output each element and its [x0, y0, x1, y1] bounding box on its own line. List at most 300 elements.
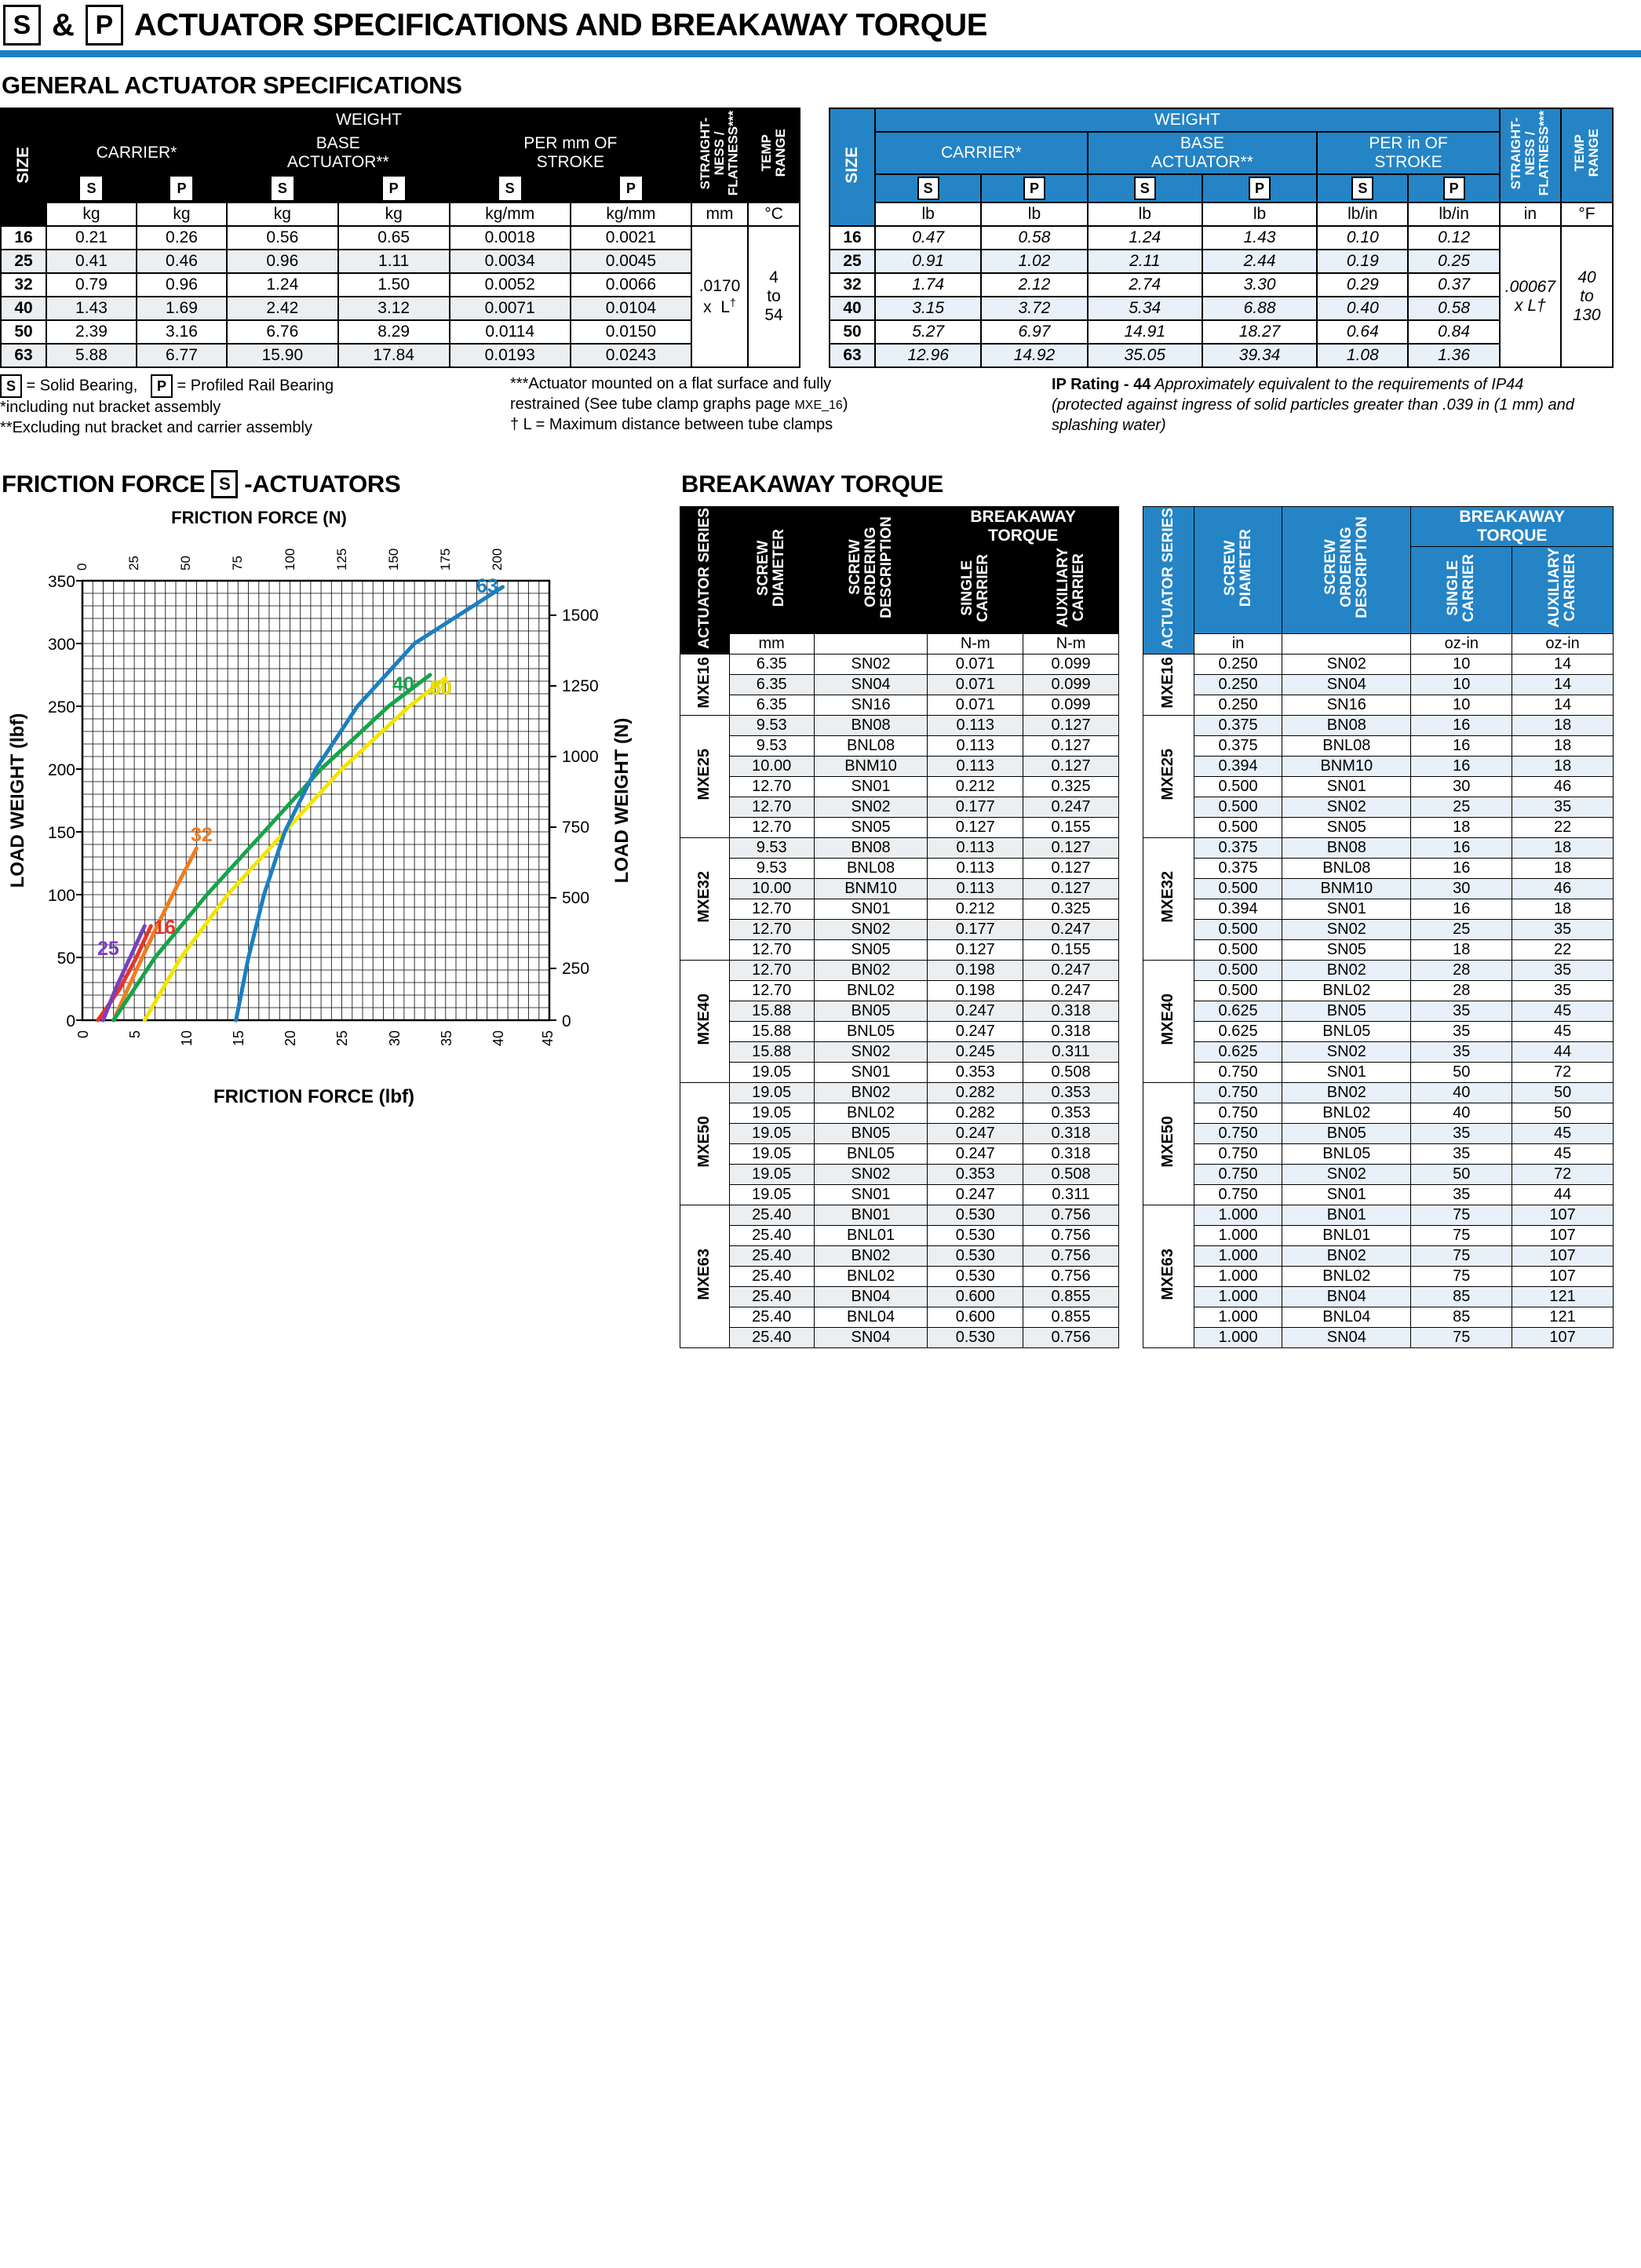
- cell-aux: 0.325: [1023, 899, 1119, 920]
- cell-stroke-p: 0.84: [1408, 320, 1499, 344]
- cell-diameter: 12.70: [729, 818, 814, 838]
- table-row: [1143, 675, 1614, 695]
- cell-aux: 0.756: [1023, 1246, 1119, 1267]
- table-row: [680, 818, 1119, 838]
- cell-diameter: 12.70: [729, 981, 814, 1001]
- table-row: [1, 250, 800, 273]
- cell-aux: 0.318: [1023, 1144, 1119, 1165]
- chart-ylabel: LOAD WEIGHT (lbf): [7, 713, 28, 888]
- cell-diameter: 25.40: [729, 1226, 814, 1246]
- cell-single: 0.127: [928, 940, 1023, 961]
- breakaway-torque-panel: [680, 465, 1621, 1349]
- series-label: MXE63: [680, 1205, 730, 1348]
- label-16: 16: [154, 916, 176, 939]
- table-row: [680, 777, 1119, 797]
- label-40: 40: [392, 673, 414, 695]
- friction-force-chart: [0, 506, 651, 1134]
- cell-diameter: 0.250: [1194, 675, 1282, 695]
- cell-diameter: 12.70: [729, 920, 814, 940]
- cell-description: SN01: [1282, 1063, 1411, 1083]
- table-row: [1143, 777, 1614, 797]
- cell-diameter: 0.394: [1194, 899, 1282, 920]
- cell-diameter: 19.05: [729, 1063, 814, 1083]
- cell-description: BN02: [1282, 1083, 1411, 1103]
- cell-single: 0.245: [928, 1042, 1023, 1063]
- cell-carrier-s: 0.21: [46, 226, 137, 250]
- base-actuator-header: BASE ACTUATOR**: [227, 132, 450, 174]
- table-row: [680, 879, 1119, 899]
- cell-description: BNL02: [814, 981, 928, 1001]
- straightness-header: STRAIGHT- NESS / FLATNESS***: [691, 108, 748, 202]
- table-row: [830, 250, 1613, 273]
- cell-diameter: 19.05: [729, 1144, 814, 1165]
- cell-carrier-s: 0.79: [46, 273, 137, 297]
- unit-temp: °C: [748, 202, 800, 226]
- table-row: [1, 297, 800, 320]
- unit-carrier-p: kg: [137, 202, 227, 226]
- cell-aux: 44: [1512, 1042, 1614, 1063]
- cell-stroke-p: 0.0243: [571, 344, 691, 367]
- cell-aux: 46: [1512, 777, 1614, 797]
- cell-aux: 0.099: [1023, 655, 1119, 675]
- solid-bearing-icon: S: [3, 5, 41, 46]
- cell-aux: 107: [1512, 1267, 1614, 1287]
- table-row: [680, 1205, 1119, 1226]
- cell-diameter: 0.625: [1194, 1042, 1282, 1063]
- table-row: [830, 320, 1613, 344]
- svg-text:50: 50: [57, 949, 75, 968]
- unit-stroke-s: lb/in: [1317, 202, 1408, 226]
- unit-single: N-m: [928, 634, 1023, 655]
- table-row: [1143, 1083, 1614, 1103]
- cell-stroke-s: 0.0114: [450, 320, 571, 344]
- cell-single: 35: [1411, 1124, 1512, 1144]
- unit-diameter: mm: [729, 634, 814, 655]
- footnote-column-1: [0, 374, 487, 438]
- table-row: [1143, 899, 1614, 920]
- cell-description: SN01: [814, 1063, 928, 1083]
- cell-base-s: 0.56: [227, 226, 338, 250]
- cell-single: 0.600: [928, 1287, 1023, 1307]
- cell-diameter: 25.40: [729, 1205, 814, 1226]
- cell-diameter: 19.05: [729, 1185, 814, 1205]
- cell-description: SN05: [814, 940, 928, 961]
- table-row: [680, 1246, 1119, 1267]
- cell-description: SN02: [1282, 797, 1411, 818]
- cell-description: BN02: [1282, 961, 1411, 981]
- cell-diameter: 1.000: [1194, 1287, 1282, 1307]
- svg-text:175: 175: [438, 548, 453, 571]
- cell-single: 16: [1411, 859, 1512, 879]
- cell-single: 0.113: [928, 859, 1023, 879]
- cell-single: 40: [1411, 1083, 1512, 1103]
- table-row: [1, 273, 800, 297]
- table-row: [1143, 818, 1614, 838]
- svg-text:200: 200: [47, 760, 75, 779]
- cell-description: BNL02: [1282, 1267, 1411, 1287]
- svg-text:150: 150: [386, 548, 401, 571]
- table-row: [680, 655, 1119, 675]
- cell-aux: 0.099: [1023, 695, 1119, 716]
- cell-diameter: 25.40: [729, 1246, 814, 1267]
- cell-base-s: 2.74: [1088, 273, 1202, 297]
- cell-diameter: 6.35: [729, 655, 814, 675]
- cell-aux: 0.311: [1023, 1185, 1119, 1205]
- cell-aux: 0.127: [1023, 716, 1119, 736]
- cell-aux: 0.247: [1023, 981, 1119, 1001]
- cell-stroke-p: 0.12: [1408, 226, 1499, 250]
- cell-base-s: 5.34: [1088, 297, 1202, 320]
- table-row: [1143, 1226, 1614, 1246]
- table-row: [680, 1022, 1119, 1042]
- cell-single: 25: [1411, 920, 1512, 940]
- cell-diameter: 12.70: [729, 940, 814, 961]
- cell-single: 16: [1411, 899, 1512, 920]
- cell-description: BNL08: [1282, 736, 1411, 757]
- cell-description: SN01: [814, 777, 928, 797]
- cell-single: 35: [1411, 1022, 1512, 1042]
- cell-description: BN05: [814, 1001, 928, 1022]
- cell-diameter: 9.53: [729, 859, 814, 879]
- cell-description: BN01: [1282, 1205, 1411, 1226]
- cell-single: 35: [1411, 1144, 1512, 1165]
- cell-base-s: 15.90: [227, 344, 338, 367]
- table-row: [680, 1001, 1119, 1022]
- cell-description: SN01: [814, 1185, 928, 1205]
- friction-force-chart-panel: [0, 465, 659, 1134]
- cell-carrier-s: 0.47: [875, 226, 981, 250]
- cell-carrier-s: 2.39: [46, 320, 137, 344]
- page-header: [0, 0, 1641, 50]
- cell-base-s: 0.96: [227, 250, 338, 273]
- cell-stroke-p: 0.0150: [571, 320, 691, 344]
- svg-text:150: 150: [47, 823, 75, 842]
- table-row: [680, 1307, 1119, 1328]
- table-row: [1143, 1144, 1614, 1165]
- label-25: 25: [97, 937, 119, 960]
- unit-stroke-p: kg/mm: [571, 202, 691, 226]
- cell-diameter: 0.500: [1194, 961, 1282, 981]
- svg-text:10: 10: [179, 1030, 195, 1046]
- header-rule: [0, 50, 1641, 57]
- unit-straightness: mm: [691, 202, 748, 226]
- cell-description: BNM10: [1282, 879, 1411, 899]
- cell-diameter: 0.375: [1194, 716, 1282, 736]
- cell-aux: 35: [1512, 961, 1614, 981]
- cell-diameter: 0.625: [1194, 1022, 1282, 1042]
- cell-description: BNL02: [1282, 981, 1411, 1001]
- cell-stroke-p: 0.58: [1408, 297, 1499, 320]
- footnote-flat-surface: ***Actuator mounted on a flat surface and fully: [510, 375, 832, 393]
- temp-range-header: TEMP RANGE: [1561, 108, 1613, 202]
- svg-text:0: 0: [562, 1012, 571, 1030]
- cell-stroke-p: 1.36: [1408, 344, 1499, 367]
- footnote-excluding: **Excluding nut bracket and carrier assembly: [0, 418, 312, 436]
- cell-aux: 0.247: [1023, 961, 1119, 981]
- cell-diameter: 0.750: [1194, 1165, 1282, 1185]
- cell-diameter: 15.88: [729, 1022, 814, 1042]
- cell-carrier-s: 5.88: [46, 344, 137, 367]
- svg-text:15: 15: [231, 1030, 246, 1046]
- cell-single: 0.212: [928, 777, 1023, 797]
- cell-aux: 0.311: [1023, 1042, 1119, 1063]
- cell-base-p: 1.11: [338, 250, 450, 273]
- cell-single: 0.113: [928, 716, 1023, 736]
- cell-aux: 107: [1512, 1328, 1614, 1348]
- cell-single: 0.353: [928, 1063, 1023, 1083]
- unit-blank: [814, 634, 928, 655]
- svg-text:100: 100: [47, 886, 75, 905]
- table-row: [1143, 1001, 1614, 1022]
- lower-section: [0, 465, 1641, 1349]
- series-label: MXE25: [1143, 716, 1194, 838]
- table-row: [680, 1063, 1119, 1083]
- cell-stroke-s: 0.40: [1317, 297, 1408, 320]
- cell-aux: 0.155: [1023, 940, 1119, 961]
- cell-description: BNL04: [814, 1307, 928, 1328]
- per-stroke-header: PER in OF STROKE: [1317, 132, 1500, 174]
- cell-base-p: 3.12: [338, 297, 450, 320]
- unit-single: oz-in: [1411, 634, 1512, 655]
- table-row: [1143, 1103, 1614, 1124]
- cell-diameter: 1.000: [1194, 1328, 1282, 1348]
- cell-description: BNL08: [814, 859, 928, 879]
- cell-single: 75: [1411, 1267, 1512, 1287]
- cell-aux: 45: [1512, 1144, 1614, 1165]
- cell-base-p: 2.44: [1202, 250, 1317, 273]
- cell-single: 35: [1411, 1042, 1512, 1063]
- cell-diameter: 0.375: [1194, 736, 1282, 757]
- cell-diameter: 0.250: [1194, 695, 1282, 716]
- cell-single: 0.113: [928, 879, 1023, 899]
- svg-text:750: 750: [562, 818, 590, 837]
- cell-aux: 72: [1512, 1063, 1614, 1083]
- cell-base-s: 1.24: [1088, 226, 1202, 250]
- cell-carrier-p: 1.02: [981, 250, 1087, 273]
- cell-stroke-p: 0.37: [1408, 273, 1499, 297]
- screw-ordering-header: SCREW ORDERING DESCRIPTION: [1282, 506, 1411, 634]
- table-row: [680, 838, 1119, 859]
- table-row: [1143, 1185, 1614, 1205]
- table-row: [1143, 1267, 1614, 1287]
- chart-bottom-ticks: [75, 1030, 556, 1046]
- per-stroke-header: PER mm OF STROKE: [450, 132, 691, 174]
- svg-text:1500: 1500: [562, 606, 599, 625]
- cell-stroke-p: 0.0021: [571, 226, 691, 250]
- cell-carrier-p: 3.72: [981, 297, 1087, 320]
- breakaway-tables: [680, 506, 1621, 1349]
- unit-carrier-p: lb: [981, 202, 1087, 226]
- cell-aux: 107: [1512, 1226, 1614, 1246]
- cell-diameter: 19.05: [729, 1124, 814, 1144]
- cell-diameter: 15.88: [729, 1001, 814, 1022]
- cell-carrier-p: 3.16: [137, 320, 227, 344]
- stroke-p-icon-cell: P: [1408, 174, 1499, 202]
- cell-single: 75: [1411, 1226, 1512, 1246]
- cell-straightness: .0170 x L†: [691, 226, 748, 367]
- cell-single: 25: [1411, 797, 1512, 818]
- weight-header: WEIGHT: [875, 108, 1500, 132]
- table-row: [1143, 736, 1614, 757]
- footnote-column-2: [510, 374, 1028, 438]
- table-row: [1143, 1205, 1614, 1226]
- cell-description: BNL04: [1282, 1307, 1411, 1328]
- cell-aux: 0.318: [1023, 1124, 1119, 1144]
- cell-carrier-p: 6.77: [137, 344, 227, 367]
- cell-aux: 18: [1512, 736, 1614, 757]
- svg-text:300: 300: [47, 635, 75, 654]
- cell-description: SN01: [1282, 899, 1411, 920]
- svg-text:40: 40: [490, 1030, 506, 1046]
- base-actuator-header: BASE ACTUATOR**: [1088, 132, 1318, 174]
- row-size: 16: [830, 226, 875, 250]
- cell-carrier-p: 0.58: [981, 226, 1087, 250]
- svg-text:1000: 1000: [562, 747, 599, 766]
- footnote-profiled-bearing: = Profiled Rail Bearing: [173, 377, 334, 395]
- screw-diameter-header: SCREW DIAMETER: [1194, 506, 1282, 634]
- cell-base-p: 8.29: [338, 320, 450, 344]
- table-row: [1143, 716, 1614, 736]
- cell-carrier-s: 12.96: [875, 344, 981, 367]
- cell-aux: 0.855: [1023, 1287, 1119, 1307]
- cell-carrier-p: 0.46: [137, 250, 227, 273]
- cell-diameter: 0.394: [1194, 757, 1282, 777]
- cell-base-p: 6.88: [1202, 297, 1317, 320]
- svg-text:0: 0: [75, 1030, 91, 1038]
- cell-description: SN01: [1282, 777, 1411, 797]
- cell-description: BNL08: [1282, 859, 1411, 879]
- cell-description: SN02: [814, 797, 928, 818]
- cell-aux: 50: [1512, 1083, 1614, 1103]
- cell-diameter: 0.750: [1194, 1083, 1282, 1103]
- general-specs-tables: [0, 108, 1641, 368]
- table-row: [1143, 1328, 1614, 1348]
- row-size: 40: [830, 297, 875, 320]
- unit-base-s: lb: [1088, 202, 1202, 226]
- table-row: [1143, 695, 1614, 716]
- cell-diameter: 10.00: [729, 757, 814, 777]
- cell-single: 0.071: [928, 695, 1023, 716]
- cell-single: 50: [1411, 1165, 1512, 1185]
- table-row: [680, 859, 1119, 879]
- cell-aux: 0.508: [1023, 1165, 1119, 1185]
- series-label: MXE40: [680, 961, 730, 1083]
- cell-aux: 0.325: [1023, 777, 1119, 797]
- table-row: [680, 1083, 1119, 1103]
- cell-diameter: 19.05: [729, 1165, 814, 1185]
- cell-carrier-p: 0.96: [137, 273, 227, 297]
- svg-text:200: 200: [490, 548, 505, 571]
- cell-description: BN02: [814, 1083, 928, 1103]
- unit-aux: oz-in: [1512, 634, 1614, 655]
- table-row: [680, 675, 1119, 695]
- cell-aux: 45: [1512, 1022, 1614, 1042]
- table-row: [1143, 1246, 1614, 1267]
- svg-text:25: 25: [126, 555, 141, 571]
- label-63: 63: [476, 574, 498, 597]
- cell-diameter: 25.40: [729, 1328, 814, 1348]
- cell-diameter: 0.500: [1194, 879, 1282, 899]
- cell-single: 0.177: [928, 920, 1023, 940]
- cell-aux: 18: [1512, 716, 1614, 736]
- cell-description: SN16: [814, 695, 928, 716]
- series-63: [236, 587, 503, 1020]
- row-size: 16: [1, 226, 46, 250]
- cell-description: SN02: [814, 1165, 928, 1185]
- ip-rating-note: [1052, 374, 1585, 438]
- table-row: [680, 920, 1119, 940]
- stroke-s-icon-cell: S: [450, 174, 571, 202]
- cell-aux: 0.247: [1023, 920, 1119, 940]
- table-row: [680, 1287, 1119, 1307]
- table-row: [680, 695, 1119, 716]
- base-s-icon-cell: S: [1088, 174, 1202, 202]
- cell-stroke-p: 0.0045: [571, 250, 691, 273]
- cell-aux: 18: [1512, 838, 1614, 859]
- svg-text:0: 0: [66, 1012, 75, 1030]
- cell-stroke-p: 0.0066: [571, 273, 691, 297]
- label-32: 32: [191, 823, 213, 846]
- cell-diameter: 9.53: [729, 736, 814, 757]
- table-row: [1143, 838, 1614, 859]
- footnote-bearing-legend: [0, 374, 487, 398]
- screw-ordering-header: SCREW ORDERING DESCRIPTION: [814, 506, 928, 634]
- table-row: [680, 736, 1119, 757]
- cell-diameter: 9.53: [729, 716, 814, 736]
- footnote-max-distance: † L = Maximum distance between tube clamps: [510, 415, 833, 433]
- cell-aux: 107: [1512, 1205, 1614, 1226]
- cell-single: 10: [1411, 675, 1512, 695]
- base-p-icon-cell: P: [338, 174, 450, 202]
- cell-carrier-p: 6.97: [981, 320, 1087, 344]
- cell-single: 16: [1411, 757, 1512, 777]
- table-row: [1143, 920, 1614, 940]
- cell-diameter: 25.40: [729, 1287, 814, 1307]
- cell-aux: 45: [1512, 1001, 1614, 1022]
- cell-diameter: 1.000: [1194, 1205, 1282, 1226]
- auxiliary-carrier-header: AUXILIARY CARRIER: [1023, 546, 1119, 633]
- unit-carrier-s: kg: [46, 202, 137, 226]
- row-size: 40: [1, 297, 46, 320]
- table-row: [830, 226, 1613, 250]
- table-row: [680, 981, 1119, 1001]
- cell-aux: 0.756: [1023, 1205, 1119, 1226]
- carrier-header: CARRIER*: [46, 132, 227, 174]
- series-label: MXE25: [680, 716, 730, 838]
- cell-description: BNL02: [1282, 1103, 1411, 1124]
- cell-temp-range: 4 to 54: [748, 226, 800, 367]
- cell-base-p: 18.27: [1202, 320, 1317, 344]
- cell-single: 0.127: [928, 818, 1023, 838]
- cell-description: BN02: [814, 1246, 928, 1267]
- unit-diameter: in: [1194, 634, 1282, 655]
- cell-stroke-s: 0.29: [1317, 273, 1408, 297]
- cell-single: 75: [1411, 1246, 1512, 1267]
- cell-carrier-p: 1.69: [137, 297, 227, 320]
- cell-description: BN01: [814, 1205, 928, 1226]
- cell-description: BN05: [1282, 1001, 1411, 1022]
- cell-carrier-p: 14.92: [981, 344, 1087, 367]
- table-row: [680, 1042, 1119, 1063]
- table-row: [680, 1144, 1119, 1165]
- cell-description: BNL01: [814, 1226, 928, 1246]
- unit-aux: N-m: [1023, 634, 1119, 655]
- cell-diameter: 12.70: [729, 961, 814, 981]
- cell-diameter: 12.70: [729, 777, 814, 797]
- footnotes: [0, 374, 1641, 438]
- breakaway-header: BREAKAWAY TORQUE: [1411, 506, 1614, 546]
- chart-series-labels: [97, 575, 498, 960]
